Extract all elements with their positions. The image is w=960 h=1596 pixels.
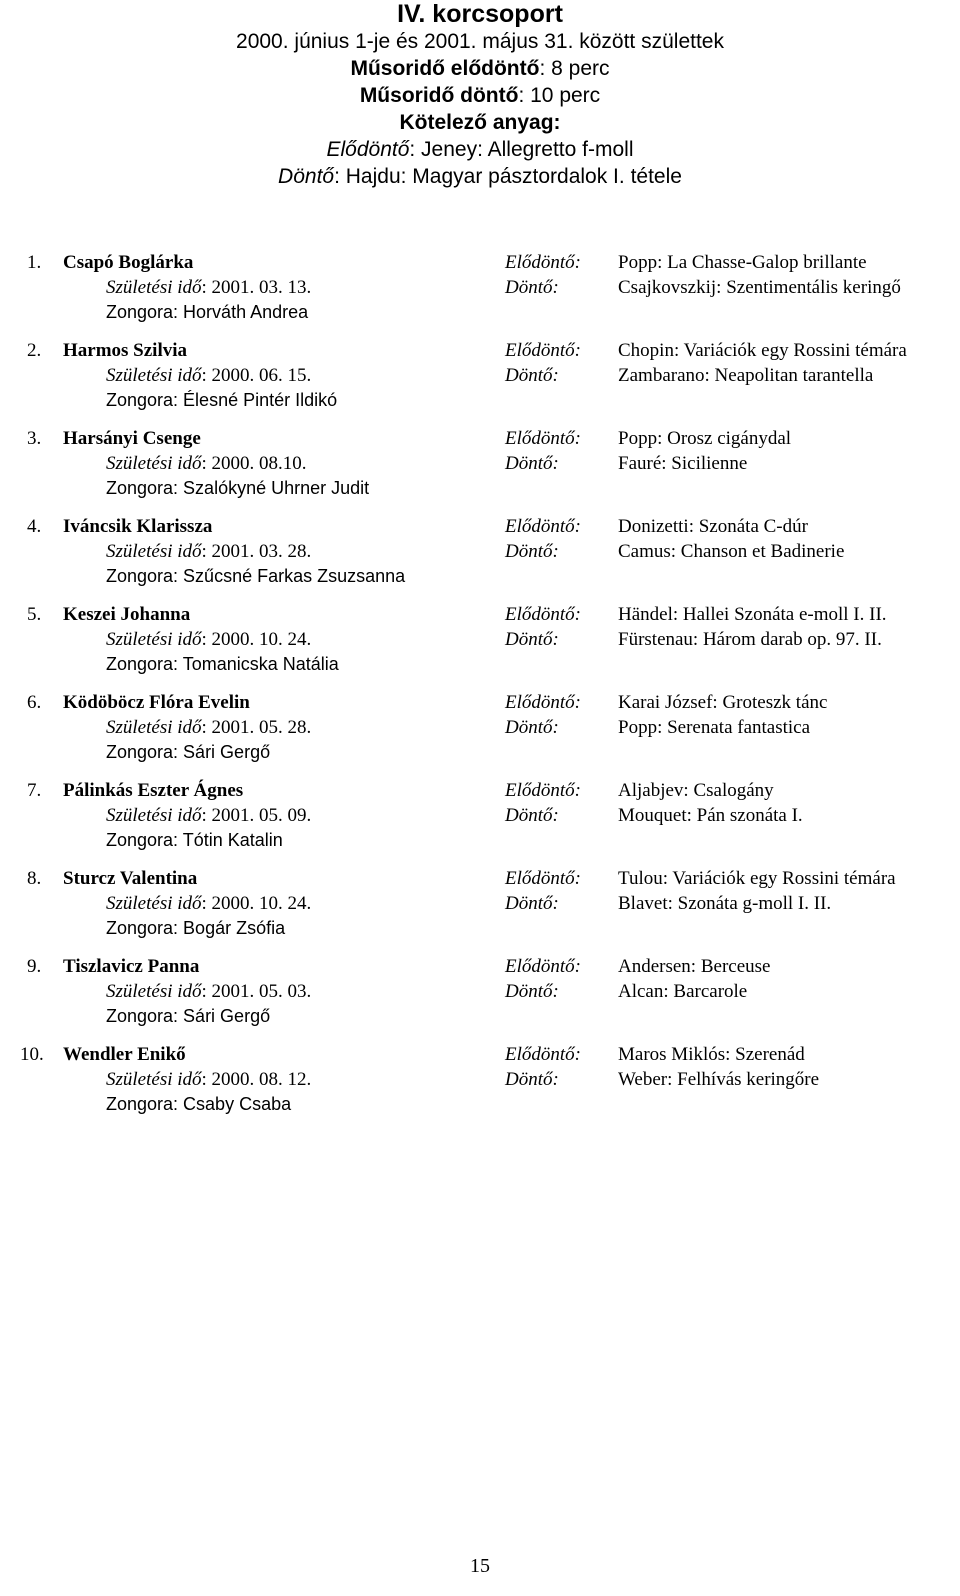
donto-piece: Blavet: Szonáta g-moll I. II. <box>618 893 832 914</box>
donto-time-value: : 10 perc <box>518 84 601 107</box>
piano-label: Zongora <box>106 742 174 762</box>
contestant-name: Pálinkás Eszter Ágnes <box>63 780 244 801</box>
contestant-entry <box>0 866 960 954</box>
piano-value: : Szűcsné Farkas Zsuzsanna <box>173 566 406 586</box>
page-number: 15 <box>470 1555 490 1577</box>
elodonto-label: Elődöntő: <box>505 692 581 713</box>
accompanist <box>106 476 369 501</box>
elodonto-label: Elődöntő: <box>505 780 581 801</box>
contestant-entry <box>0 338 960 426</box>
contestant-entry <box>0 690 960 778</box>
piano-label: Zongora <box>106 830 174 850</box>
donto-time <box>0 82 960 109</box>
elodonto-piece: Popp: La Chasse-Galop brillante <box>618 252 867 273</box>
elodonto-piece: Andersen: Berceuse <box>618 956 771 977</box>
birth-date <box>106 539 311 564</box>
birth-label: Születési idő <box>106 365 202 386</box>
birth-date <box>106 803 311 828</box>
entry-number: 10. <box>20 1044 44 1065</box>
birth-label: Születési idő <box>106 981 202 1002</box>
donto-piece: Popp: Serenata fantastica <box>618 717 811 738</box>
birth-label: Születési idő <box>106 453 202 474</box>
elodonto-piece: Aljabjev: Csalogány <box>618 780 774 801</box>
piano-value: : Élesné Pintér Ildikó <box>173 390 338 410</box>
mandatory-donto-value: : Hajdu: Magyar pásztordalok I. tétele <box>334 165 682 188</box>
mandatory-elodonto-value: : Jeney: Allegretto f-moll <box>409 138 634 161</box>
donto-label: Döntő: <box>505 893 559 914</box>
elodonto-label: Elődöntő: <box>505 340 581 361</box>
accompanist <box>106 1092 291 1117</box>
elodonto-time <box>0 55 960 82</box>
piano-value: : Bogár Zsófia <box>173 918 286 938</box>
piano-label: Zongora <box>106 1006 174 1026</box>
piano-value: : Csaby Csaba <box>173 1094 292 1114</box>
birth-date <box>106 715 311 740</box>
elodonto-piece: Chopin: Variációk egy Rossini témára <box>618 340 907 361</box>
entry-number: 3. <box>27 428 42 449</box>
piano-label: Zongora <box>106 390 174 410</box>
mandatory-heading: Kötelező anyag: <box>399 111 561 134</box>
donto-piece: Mouquet: Pán szonáta I. <box>618 805 803 826</box>
donto-piece: Camus: Chanson et Badinerie <box>618 541 845 562</box>
donto-label: Döntő: <box>505 541 559 562</box>
contestant-list <box>0 250 960 1130</box>
donto-time-label: Műsoridő döntő <box>359 84 519 107</box>
elodonto-piece: Donizetti: Szonáta C-dúr <box>618 516 808 537</box>
donto-label: Döntő: <box>505 629 559 650</box>
birth-value: : 2000. 10. 24. <box>201 629 312 650</box>
contestant-entry <box>0 778 960 866</box>
elodonto-label: Elődöntő: <box>505 516 581 537</box>
entry-number: 4. <box>27 516 42 537</box>
donto-label: Döntő: <box>505 277 559 298</box>
birth-date <box>106 1067 311 1092</box>
contestant-name: Ködöböcz Flóra Evelin <box>63 692 250 713</box>
entry-number: 8. <box>27 868 42 889</box>
birth-value: : 2001. 05. 03. <box>201 981 312 1002</box>
elodonto-piece: Maros Miklós: Szerenád <box>618 1044 805 1065</box>
piano-label: Zongora <box>106 1094 174 1114</box>
elodonto-label: Elődöntő: <box>505 252 581 273</box>
entry-number: 9. <box>27 956 42 977</box>
piano-label: Zongora <box>106 478 174 498</box>
contestant-entry <box>0 250 960 338</box>
donto-piece: Alcan: Barcarole <box>618 981 748 1002</box>
birth-date <box>106 275 311 300</box>
contestant-name: Harsányi Csenge <box>63 428 201 449</box>
elodonto-time-label: Műsoridő elődöntő <box>350 57 540 80</box>
birth-label: Születési idő <box>106 629 202 650</box>
birth-date <box>106 451 307 476</box>
donto-piece: Zambarano: Neapolitan tarantella <box>618 365 874 386</box>
birth-value: : 2000. 10. 24. <box>201 893 312 914</box>
birth-value: : 2000. 08.10. <box>201 453 307 474</box>
birth-value: : 2001. 05. 09. <box>201 805 312 826</box>
donto-label: Döntő: <box>505 1069 559 1090</box>
accompanist <box>106 388 337 413</box>
entry-number: 5. <box>27 604 42 625</box>
entry-number: 7. <box>27 780 42 801</box>
contestant-name: Csapó Boglárka <box>63 252 194 273</box>
donto-label: Döntő: <box>505 981 559 1002</box>
donto-piece: Weber: Felhívás keringőre <box>618 1069 820 1090</box>
contestant-name: Sturcz Valentina <box>63 868 198 889</box>
entry-number: 6. <box>27 692 42 713</box>
birth-date <box>106 891 311 916</box>
elodonto-label: Elődöntő: <box>505 868 581 889</box>
piano-value: : Sári Gergő <box>173 742 271 762</box>
birth-value: : 2001. 05. 28. <box>201 717 312 738</box>
entry-number: 1. <box>27 252 42 273</box>
accompanist <box>106 828 283 853</box>
elodonto-label: Elődöntő: <box>505 956 581 977</box>
donto-piece: Fürstenau: Három darab op. 97. II. <box>618 629 882 650</box>
piano-label: Zongora <box>106 566 174 586</box>
piano-value: : Tomanicska Natália <box>173 654 339 674</box>
donto-label: Döntő: <box>505 453 559 474</box>
birth-label: Születési idő <box>106 717 202 738</box>
accompanist <box>106 300 308 325</box>
accompanist <box>106 1004 270 1029</box>
birth-range: 2000. június 1-je és 2001. május 31. között születtek <box>236 30 724 53</box>
donto-piece: Csajkovszkij: Szentimentális keringő <box>618 277 901 298</box>
contestant-name: Tiszlavicz Panna <box>63 956 200 977</box>
mandatory-donto <box>0 163 960 190</box>
birth-value: : 2000. 06. 15. <box>201 365 312 386</box>
birth-date <box>106 627 311 652</box>
donto-label: Döntő: <box>505 717 559 738</box>
accompanist <box>106 564 405 589</box>
piano-label: Zongora <box>106 918 174 938</box>
accompanist <box>106 740 270 765</box>
donto-piece: Fauré: Sicilienne <box>618 453 748 474</box>
birth-label: Születési idő <box>106 1069 202 1090</box>
elodonto-label: Elődöntő: <box>505 1044 581 1065</box>
piano-value: : Horváth Andrea <box>173 302 309 322</box>
piano-label: Zongora <box>106 302 174 322</box>
elodonto-piece: Tulou: Variációk egy Rossini témára <box>618 868 896 889</box>
birth-value: : 2001. 03. 28. <box>201 541 312 562</box>
birth-label: Születési idő <box>106 277 202 298</box>
elodonto-piece: Popp: Orosz cigánydal <box>618 428 792 449</box>
contestant-entry <box>0 426 960 514</box>
contestant-name: Harmos Szilvia <box>63 340 188 361</box>
document-header <box>0 0 960 190</box>
contestant-name: Iváncsik Klarissza <box>63 516 213 537</box>
donto-label: Döntő: <box>505 365 559 386</box>
contestant-entry <box>0 1042 960 1130</box>
donto-label: Döntő: <box>505 805 559 826</box>
elodonto-label: Elődöntő: <box>505 604 581 625</box>
elodonto-time-value: : 8 perc <box>539 57 610 80</box>
birth-date <box>106 979 311 1004</box>
page-title: IV. korcsoport <box>397 0 563 28</box>
elodonto-label: Elődöntő: <box>505 428 581 449</box>
birth-label: Születési idő <box>106 805 202 826</box>
contestant-name: Keszei Johanna <box>63 604 191 625</box>
piano-value: : Sári Gergő <box>173 1006 271 1026</box>
birth-value: : 2000. 08. 12. <box>201 1069 312 1090</box>
birth-label: Születési idő <box>106 893 202 914</box>
birth-label: Születési idő <box>106 541 202 562</box>
contestant-entry <box>0 602 960 690</box>
piano-label: Zongora <box>106 654 174 674</box>
mandatory-elodonto <box>0 136 960 163</box>
birth-value: : 2001. 03. 13. <box>201 277 312 298</box>
accompanist <box>106 916 285 941</box>
entry-number: 2. <box>27 340 42 361</box>
birth-date <box>106 363 311 388</box>
piano-value: : Tótin Katalin <box>173 830 283 850</box>
mandatory-elodonto-label: Elődöntő <box>326 138 410 161</box>
contestant-entry <box>0 514 960 602</box>
elodonto-piece: Karai József: Groteszk tánc <box>618 692 828 713</box>
elodonto-piece: Händel: Hallei Szonáta e-moll I. II. <box>618 604 887 625</box>
contestant-entry <box>0 954 960 1042</box>
accompanist <box>106 652 339 677</box>
mandatory-donto-label: Döntő <box>278 165 335 188</box>
piano-value: : Szalókyné Uhrner Judit <box>173 478 370 498</box>
contestant-name: Wendler Enikő <box>63 1044 186 1065</box>
